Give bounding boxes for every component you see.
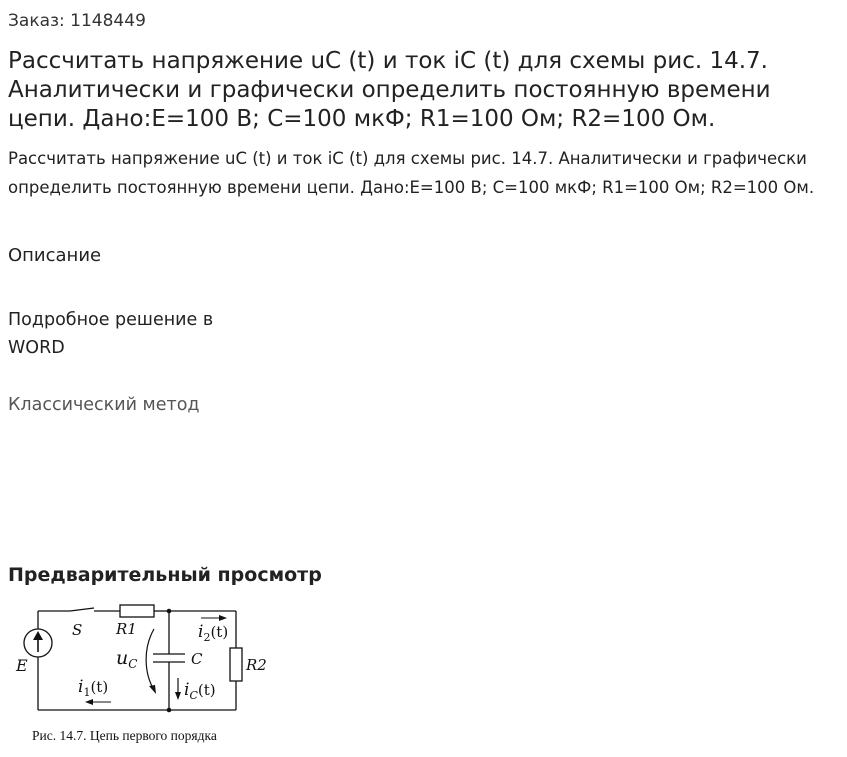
label-uc <box>116 647 137 671</box>
label-ic <box>184 680 216 702</box>
label-i2-arg: (t) <box>210 623 229 641</box>
node-top <box>167 609 172 614</box>
label-e: E <box>16 656 28 675</box>
label-s: S <box>72 621 83 639</box>
label-ic-sub: C <box>189 689 198 702</box>
label-i2-main: i <box>198 622 204 642</box>
label-i2-sub: 2 <box>203 631 211 644</box>
method-text: Классический метод <box>8 395 200 415</box>
switch-symbol <box>70 608 94 611</box>
label-uc-main: u <box>116 647 129 669</box>
label-uc-sub: C <box>128 657 138 671</box>
order-number: Заказ: 1148449 <box>8 11 146 31</box>
i2-arrow-icon <box>201 615 227 621</box>
label-ic-arg: (t) <box>197 681 216 699</box>
label-i2 <box>198 622 228 644</box>
solution-text: Подробное решение в WORD <box>8 310 214 358</box>
label-c: C <box>191 650 203 668</box>
page-title: Рассчитать напряжение uC (t) и ток iC (t) для схемы рис. 14.7. Аналитически и графически определить постоянную времени цепи. Дано:E=100 В; С=100 мкФ; R1=100 Ом; R2=100 Ом. <box>8 48 771 132</box>
figure-caption: Рис. 14.7. Цепь первого порядка <box>32 728 217 743</box>
label-r1: R1 <box>116 620 137 638</box>
resistor-r2 <box>230 648 242 681</box>
label-i1 <box>78 677 108 699</box>
label-i1-sub: 1 <box>83 686 91 699</box>
label-i1-main: i <box>78 677 84 697</box>
task-description: Рассчитать напряжение uC (t) и ток iC (t) для схемы рис. 14.7. Аналитически и графически определить постоянную времени цепи. Дано:E=100 В; С=100 мкФ; R1=100 Ом; R2=100 Ом. <box>8 149 815 197</box>
label-r2: R2 <box>246 656 267 674</box>
i1-arrow-icon <box>85 699 111 705</box>
resistor-r1 <box>120 605 154 617</box>
circuit-figure <box>8 596 308 752</box>
ic-arrow-icon <box>175 678 181 700</box>
description-heading: Описание <box>8 245 102 266</box>
node-bottom <box>167 708 172 713</box>
label-ic-main: i <box>184 680 190 700</box>
label-i1-arg: (t) <box>90 678 109 696</box>
source-arrow-icon <box>33 631 43 652</box>
preview-heading: Предварительный просмотр <box>8 564 322 586</box>
